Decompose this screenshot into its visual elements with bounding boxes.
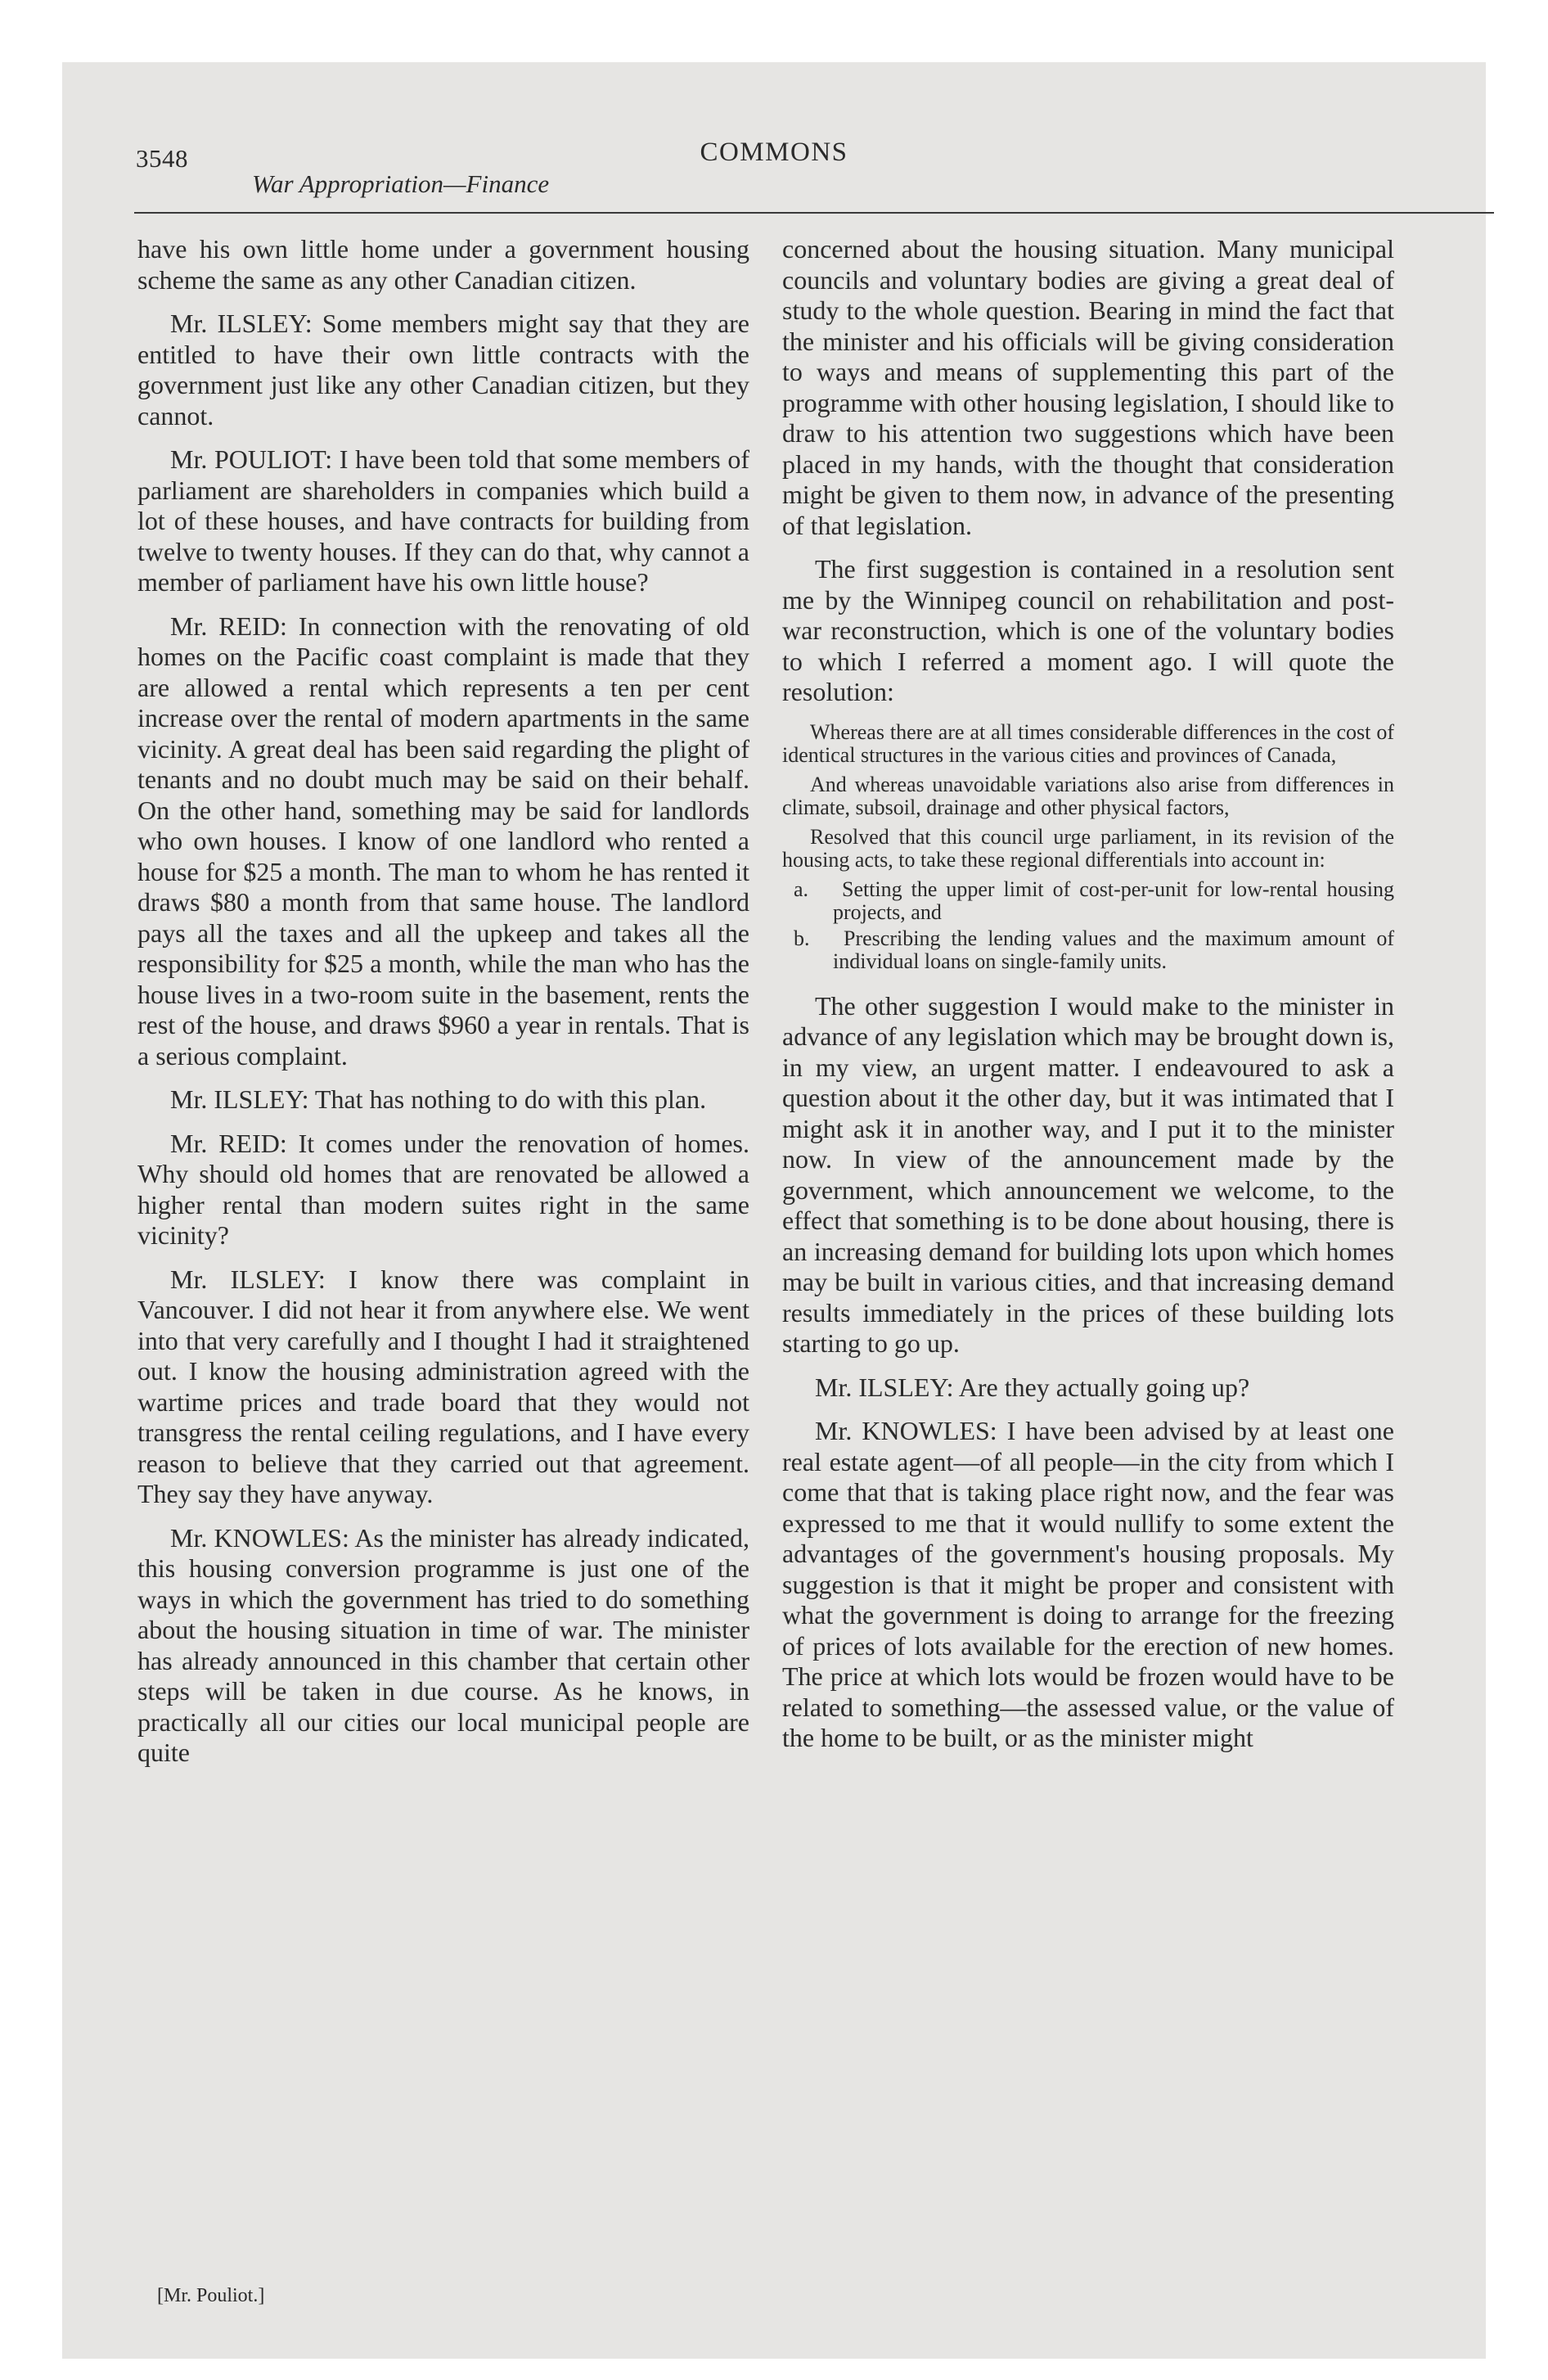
right-column [782, 234, 1394, 1767]
list-item-label: a. [794, 877, 809, 901]
paragraph: Mr. REID: It comes under the renovation of homes. Why should old homes that are renovated be allowed a higher rental than modern suites right in the same vicinity? [137, 1128, 749, 1250]
quoted-resolution-clause: And whereas unavoidable variations also arise from differences in climate, subsoil, drainage and other physical factors, [782, 772, 1394, 819]
paragraph: Mr. ILSLEY: Some members might say that they are entitled to have their own little contracts with the government just like any other Canadian citizen, but they cannot. [137, 309, 749, 430]
chamber-heading: COMMONS [700, 137, 848, 167]
paragraph: have his own little home under a government housing scheme the same as any other Canadian citizen. [137, 234, 749, 295]
page-sheet [62, 62, 1486, 2359]
page-number: 3548 [136, 144, 188, 173]
paragraph: concerned about the housing situation. Many municipal councils and voluntary bodies are giving a great deal of study to the whole question. Bearing in mind the fact that the minister and his officials will be giving consideration to ways and means of supplementing this part of the programme with other housing legislation, I should like to draw to his attention two suggestions which have been placed in my hands, with the thought that consideration might be given to them now, in advance of the presenting of that legislation. [782, 234, 1394, 540]
paragraph: Mr. KNOWLES: As the minister has already indicated, this housing conversion programme is just one of the ways in which the government has tried to do something about the housing situation in time of war. The minister has already announced in this chamber that certain other steps will be taken in due course. As he knows, in practically all our cities our local municipal people are quite [137, 1522, 749, 1767]
header-rule [134, 212, 1494, 214]
list-item-text: Setting the upper limit of cost-per-unit for low-rental housing projects, and [833, 877, 1395, 924]
paragraph: The other suggestion I would make to the minister in advance of any legislation which may be brought down is, in my view, an urgent matter. I endeavoured to ask a question about it the other day, but it was intimated that I might ask it in another way, and I put it to the minister now. In view of the announcement made by the government, which announcement we welcome, to the effect that something is to be done about housing, there is an increasing demand for building lots upon which homes may be built in various cities, and that increasing demand results immediately in the prices of these building lots starting to go up. [782, 990, 1394, 1358]
speaker-footer-note: [Mr. Pouliot.] [157, 2285, 265, 2306]
quoted-list-item [782, 927, 1394, 973]
left-column [137, 234, 749, 1782]
quoted-resolution-clause: Resolved that this council urge parliament, in its revision of the housing acts, to take these regional differentials into account in: [782, 824, 1394, 872]
paragraph: Mr. ILSLEY: That has nothing to do with this plan. [170, 1084, 707, 1114]
paragraph: Mr. POULIOT: I have been told that some members of parliament are shareholders in companies which build a lot of these houses, and have contracts for building from twelve to twenty houses. If they can do that, why cannot a member of parliament have his own little house? [137, 444, 749, 597]
paragraph: Mr. REID: In connection with the renovating of old homes on the Pacific coast complaint is made that they are allowed a rental which represents a ten per cent increase over the rental of modern apartments in the same vicinity. A great deal has been said regarding the plight of tenants and no doubt much may be said on their behalf. On the other hand, something may be said for landlords who own houses. I know of one landlord who rented a house for $25 a month. The man to whom he has rented it draws $80 a month from that same house. The landlord pays all the taxes and all the upkeep and takes all the responsibility for $25 a month, while the man who has the house lives in a two-room suite in the basement, rents the rest of the house, and draws $960 a year in rentals. That is a serious complaint. [137, 611, 749, 1071]
paragraph: Mr. ILSLEY: I know there was complaint in Vancouver. I did not hear it from anywhere else. We went into that very carefully and I thought I had it straightened out. I know the housing administration agreed with the wartime prices and trade board that they would not transgress the rental ceiling regulations, and I have every reason to believe that they carried out that agreement. They say they have anyway. [137, 1264, 749, 1508]
list-item-text: Prescribing the lending values and the maximum amount of individual loans on single-family units. [833, 926, 1395, 973]
paragraph: Mr. KNOWLES: I have been advised by at least one real estate agent—of all people—in the city from which I come that that is taking place right now, and the fear was expressed to me that it would nullify to some extent the advantages of the government's housing proposals. My suggestion is that it might be proper and consistent with what the government is doing to arrange for the freezing of prices of lots available for the erection of new homes. The price at which lots would be frozen would have to be related to something—the assessed value, or the value of the home to be built, or as the minister might [782, 1416, 1394, 1752]
quoted-list-item [782, 878, 1394, 924]
quoted-resolution-clause: Whereas there are at all times considerable differences in the cost of identical structures in the various cities and provinces of Canada, [782, 719, 1394, 767]
paragraph: Mr. ILSLEY: Are they actually going up? [815, 1372, 1250, 1402]
list-item-label: b. [794, 926, 810, 950]
paragraph: The first suggestion is contained in a resolution sent me by the Winnipeg council on rehabilitation and post-war reconstruction, which is one of the voluntary bodies to which I referred a moment ago. I will quote the resolution: [782, 554, 1394, 706]
running-head: War Appropriation—Finance [252, 169, 550, 198]
